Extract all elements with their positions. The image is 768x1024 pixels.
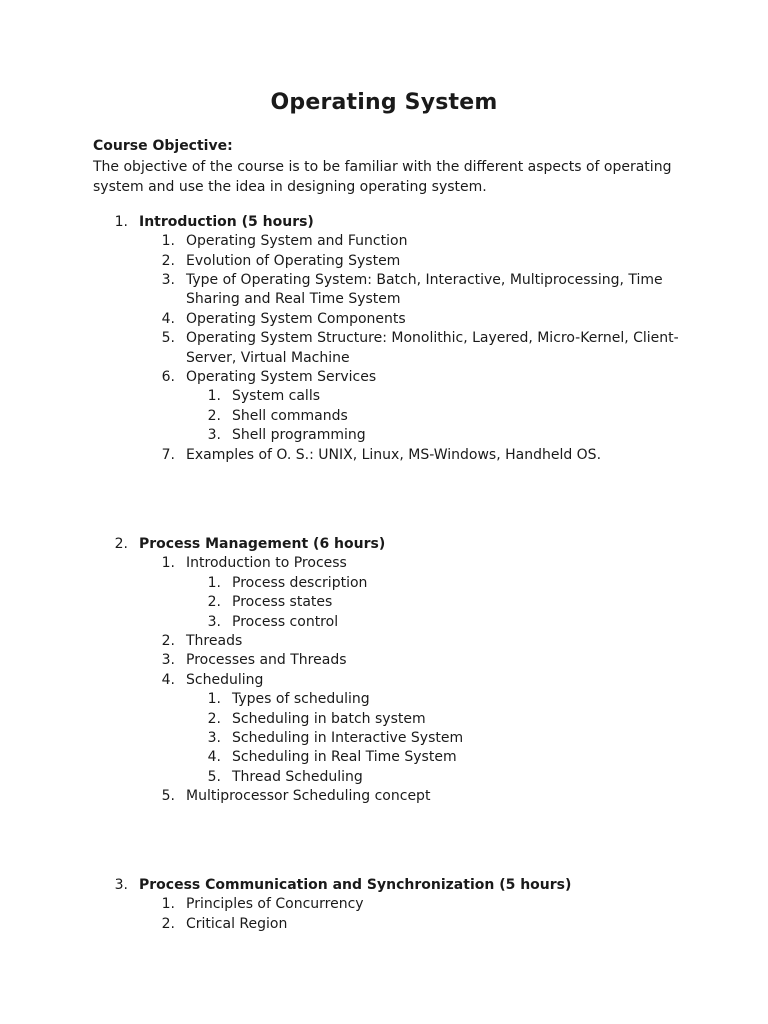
item-number: 2. bbox=[161, 916, 175, 932]
subitem-text: Types of scheduling bbox=[232, 691, 370, 707]
item-text: Scheduling bbox=[186, 672, 264, 688]
subitem-text: Process description bbox=[232, 575, 368, 591]
item-text: Introduction to Process bbox=[186, 555, 347, 571]
item-number: 4. bbox=[161, 311, 175, 327]
item-number: 5. bbox=[161, 788, 175, 804]
item-text: Multiprocessor Scheduling concept bbox=[186, 788, 431, 804]
subitem-number: 3. bbox=[207, 614, 221, 630]
subitem-text: Shell programming bbox=[232, 427, 366, 443]
page-title: Operating System bbox=[270, 90, 498, 115]
item-text: Evolution of Operating System bbox=[186, 253, 401, 269]
item-text-line1: Operating System Structure: Monolithic, Layered, Micro-Kernel, Client- bbox=[186, 330, 679, 346]
subitem-number: 4. bbox=[207, 749, 221, 765]
item-text: Examples of O. S.: UNIX, Linux, MS-Windows, Handheld OS. bbox=[186, 447, 602, 463]
unit-title: Process Communication and Synchronization (5 hours) bbox=[139, 877, 572, 893]
subitem-number: 1. bbox=[207, 691, 221, 707]
subitem-number: 2. bbox=[207, 594, 221, 610]
item-text: Operating System Services bbox=[186, 369, 377, 385]
item-text: Processes and Threads bbox=[186, 652, 347, 668]
subitem-number: 2. bbox=[207, 408, 221, 424]
subitem-text: Shell commands bbox=[232, 408, 348, 424]
subitem-text: Process control bbox=[232, 614, 339, 630]
subitem-text: Scheduling in Real Time System bbox=[232, 749, 457, 765]
item-number: 1. bbox=[161, 233, 175, 249]
subitem-number: 3. bbox=[207, 427, 221, 443]
item-number: 6. bbox=[161, 369, 175, 385]
subitem-text: Scheduling in Interactive System bbox=[232, 730, 464, 746]
subitem-number: 1. bbox=[207, 388, 221, 404]
unit-title: Introduction (5 hours) bbox=[139, 214, 314, 230]
item-text-line2: Sharing and Real Time System bbox=[186, 291, 401, 307]
objective-heading: Course Objective: bbox=[93, 138, 233, 154]
item-text-line1: Type of Operating System: Batch, Interactive, Multiprocessing, Time bbox=[186, 272, 663, 288]
item-text: Threads bbox=[186, 633, 243, 649]
item-text-line2: Server, Virtual Machine bbox=[186, 350, 350, 366]
unit-number: 2. bbox=[114, 536, 128, 552]
item-number: 5. bbox=[161, 330, 175, 346]
subitem-number: 2. bbox=[207, 711, 221, 727]
unit-number: 3. bbox=[114, 877, 128, 893]
subitem-text: Process states bbox=[232, 594, 333, 610]
subitem-number: 3. bbox=[207, 730, 221, 746]
item-number: 1. bbox=[161, 555, 175, 571]
item-number: 4. bbox=[161, 672, 175, 688]
item-number: 3. bbox=[161, 272, 175, 288]
item-number: 2. bbox=[161, 253, 175, 269]
unit-title: Process Management (6 hours) bbox=[139, 536, 386, 552]
subitem-text: System calls bbox=[232, 388, 321, 404]
item-text: Operating System and Function bbox=[186, 233, 408, 249]
item-text: Principles of Concurrency bbox=[186, 896, 364, 912]
subitem-number: 1. bbox=[207, 575, 221, 591]
unit-number: 1. bbox=[114, 214, 128, 230]
objective-text: The objective of the course is to be familiar with the different aspects of operating system and use the idea in designing operating system. bbox=[93, 159, 672, 195]
subitem-text: Scheduling in batch system bbox=[232, 711, 426, 727]
subitem-number: 5. bbox=[207, 769, 221, 785]
item-number: 7. bbox=[161, 447, 175, 463]
item-text: Operating System Components bbox=[186, 311, 406, 327]
item-number: 3. bbox=[161, 652, 175, 668]
item-number: 2. bbox=[161, 633, 175, 649]
subitem-text: Thread Scheduling bbox=[232, 769, 363, 785]
item-text: Critical Region bbox=[186, 916, 288, 932]
item-number: 1. bbox=[161, 896, 175, 912]
